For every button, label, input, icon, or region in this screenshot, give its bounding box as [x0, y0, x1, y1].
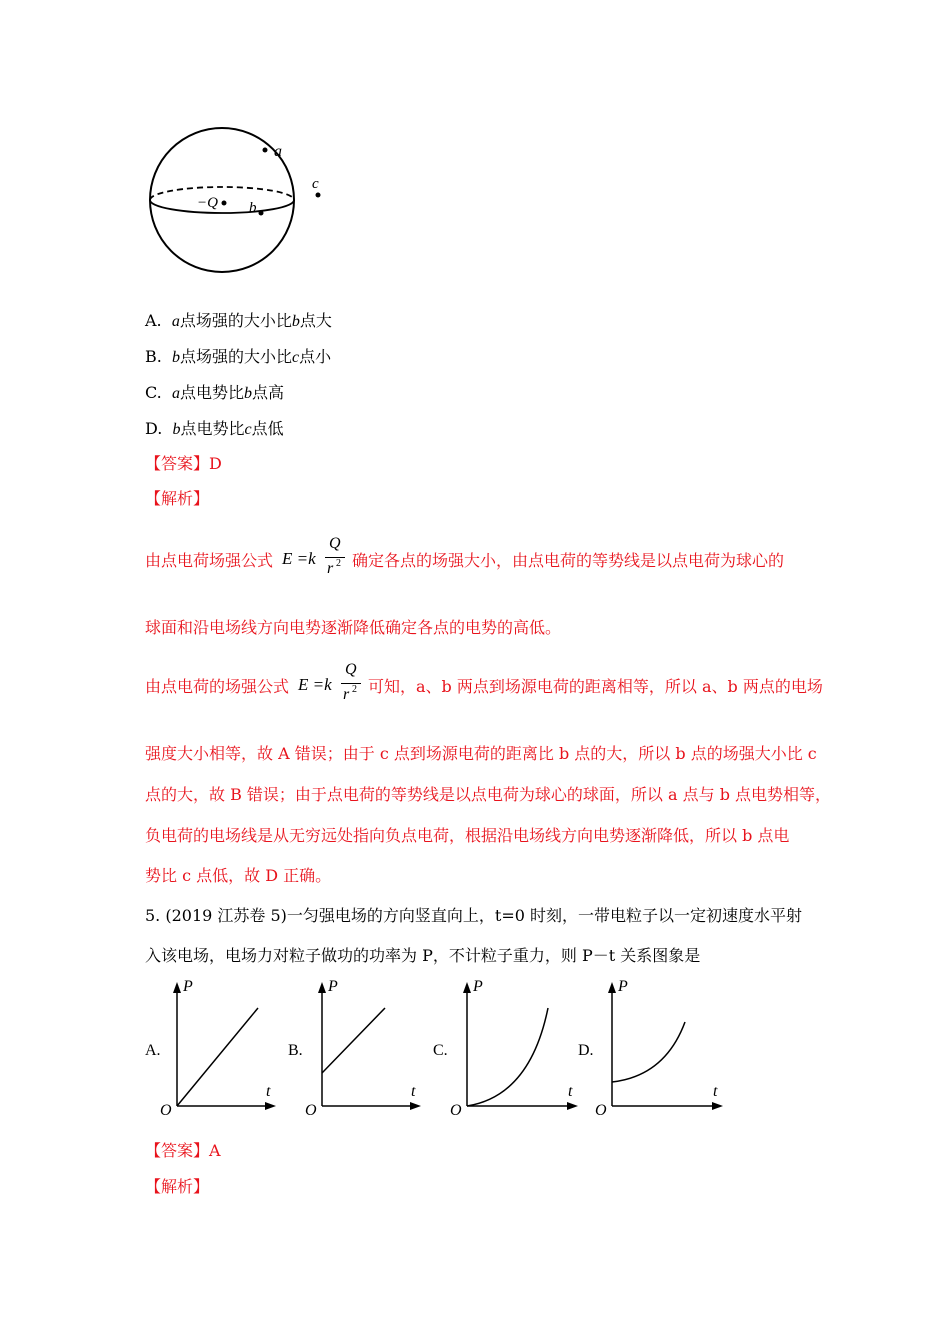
q4-analysis-label: 【解析】 — [145, 489, 210, 508]
option-c: C. a点电势比b点高 — [145, 383, 284, 402]
sphere-figure — [140, 125, 340, 275]
analysis-p2-pre: 由点电荷的场强公式 — [145, 677, 290, 696]
label-q: −Q — [197, 195, 218, 211]
point-c — [316, 193, 321, 198]
analysis-p2-line5: 势比 c 点低，故 D 正确。 — [145, 866, 332, 885]
formula-2: E =k Q r 2 — [298, 661, 398, 711]
q5-line1: 5. (2019 江苏卷 5)一匀强电场的方向竖直向上，t=0 时刻，一带电粒子以一定初速度水平射 — [145, 906, 803, 925]
graph-d: D. P t O — [575, 978, 725, 1123]
option-a: A. a点场强的大小比b点大 — [145, 311, 332, 330]
analysis-p1-post: 确定各点的场强大小，由点电荷的等势线是以点电荷为球心的 — [352, 551, 785, 570]
analysis-p2-line4: 负电荷的电场线是从无穷远处指向负点电荷，根据沿电场线方向电势逐渐降低，所以 b 点电 — [145, 826, 790, 845]
analysis-p2-line2: 强度大小相等，故 A 错误；由于 c 点到场源电荷的距离比 b 点的大，所以 b 点的场强大小比 c — [145, 744, 817, 763]
point-b — [259, 211, 264, 216]
point-q — [222, 201, 227, 206]
analysis-p1-line2: 球面和沿电场线方向电势逐渐降低确定各点的电势的高低。 — [145, 618, 562, 637]
analysis-p1-pre: 由点电荷场强公式 — [145, 551, 274, 570]
label-c: c — [312, 176, 319, 192]
point-a — [263, 148, 268, 153]
graph-b: B. P t O — [285, 978, 425, 1123]
option-d: D. b点电势比c点低 — [145, 419, 284, 438]
graph-c: C. P t O — [430, 978, 580, 1123]
graph-a: A. P t O — [140, 978, 280, 1123]
label-a: a — [274, 143, 282, 160]
analysis-p2-post: 可知，a、b 两点到场源电荷的距离相等，所以 a、b 两点的电场 — [368, 677, 823, 696]
formula-1: E =k Q r 2 — [282, 535, 382, 585]
label-b: b — [249, 200, 257, 216]
q5-analysis-label: 【解析】 — [145, 1177, 210, 1196]
analysis-p2-line3: 点的大，故 B 错误；由于点电荷的等势线是以点电荷为球心的球面，所以 a 点与 b 点电势相等， — [145, 785, 832, 804]
q5-line2: 入该电场，电场力对粒子做功的功率为 P，不计粒子重力，则 P－t 关系图象是 — [145, 946, 701, 965]
q4-answer: 【答案】D — [145, 454, 222, 473]
q5-answer: 【答案】A — [145, 1141, 221, 1160]
option-b: B. b点场强的大小比c点小 — [145, 347, 332, 366]
